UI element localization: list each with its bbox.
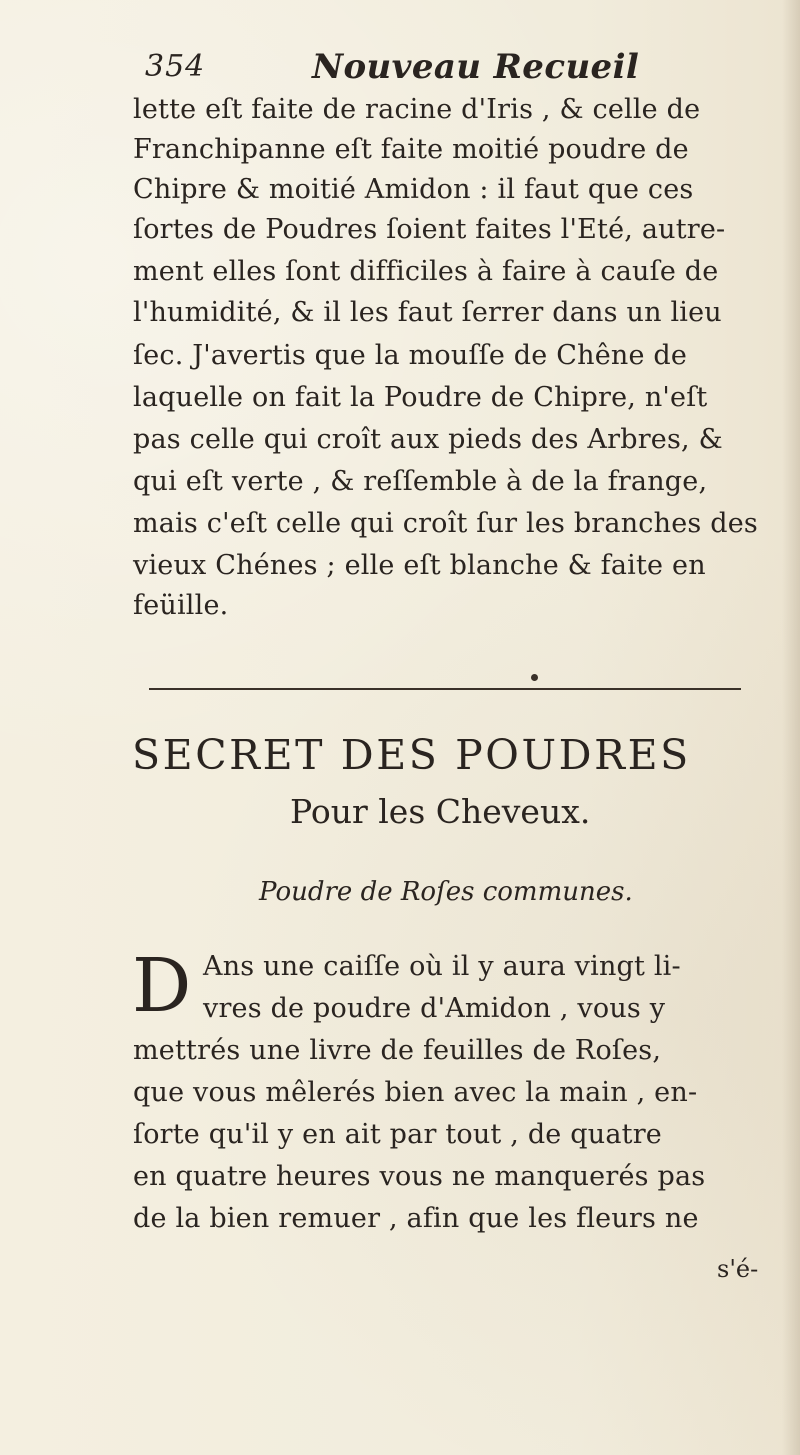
recipe-line: en quatre heures vous ne manquerés pas xyxy=(133,1161,706,1192)
text-line: qui eſt verte , & reſſemble à de la frange, xyxy=(133,466,708,497)
recipe-title: Poudre de Roſes communes. xyxy=(259,877,633,907)
section-subtitle: Pour les Cheveux. xyxy=(290,792,591,831)
text-line: ſec. J'avertis que la mouſſe de Chêne de xyxy=(133,340,688,371)
text-line: Franchipanne eſt faite moitié poudre de xyxy=(133,134,689,165)
text-line: feüille. xyxy=(133,590,229,621)
text-line: pas celle qui croît aux pieds des Arbres, & xyxy=(133,424,723,455)
text-line: ment elles ſont difficiles à faire à cauſe de xyxy=(133,256,719,287)
section-title: SECRET DES POUDRES xyxy=(132,731,691,779)
text-line: Chipre & moitié Amidon : il faut que ces xyxy=(133,174,694,205)
recipe-line: que vous mêlerés bien avec la main , en- xyxy=(133,1077,698,1108)
text-line: lette eſt faite de racine d'Iris , & celle de xyxy=(133,94,701,125)
text-line: l'humidité, & il les faut ſerrer dans un lieu xyxy=(133,297,722,328)
recipe-body xyxy=(132,943,768,1291)
recipe-line: vres de poudre d'Amidon , vous y xyxy=(203,993,666,1024)
text-line: laquelle on fait la Poudre de Chipre, n'eſt xyxy=(133,382,708,413)
recipe-line: de la bien remuer , afin que les fleurs ne xyxy=(133,1203,699,1234)
text-line: vieux Chénes ; elle eſt blanche & faite en xyxy=(133,550,706,581)
continued-text xyxy=(133,94,768,634)
text-line: mais c'eſt celle qui croît ſur les branches des xyxy=(133,508,758,539)
catchword: s'é- xyxy=(717,1255,759,1283)
page-edge-shadow xyxy=(782,0,800,1455)
text-line: ſortes de Poudres ſoient faites l'Eté, autre- xyxy=(133,214,726,245)
recipe-line: Ans une caiſſe où il y aura vingt li- xyxy=(203,951,681,982)
page-header xyxy=(145,49,665,93)
drop-cap: D xyxy=(132,943,192,1029)
recipe-line: mettrés une livre de feuilles de Roſes, xyxy=(133,1035,662,1066)
recipe-line: ſorte qu'il y en ait par tout , de quatre xyxy=(133,1119,662,1150)
page-number: 354 xyxy=(145,49,206,84)
separator-dot xyxy=(531,674,538,681)
running-head: Nouveau Recueil xyxy=(312,47,640,87)
section-separator xyxy=(149,688,741,690)
